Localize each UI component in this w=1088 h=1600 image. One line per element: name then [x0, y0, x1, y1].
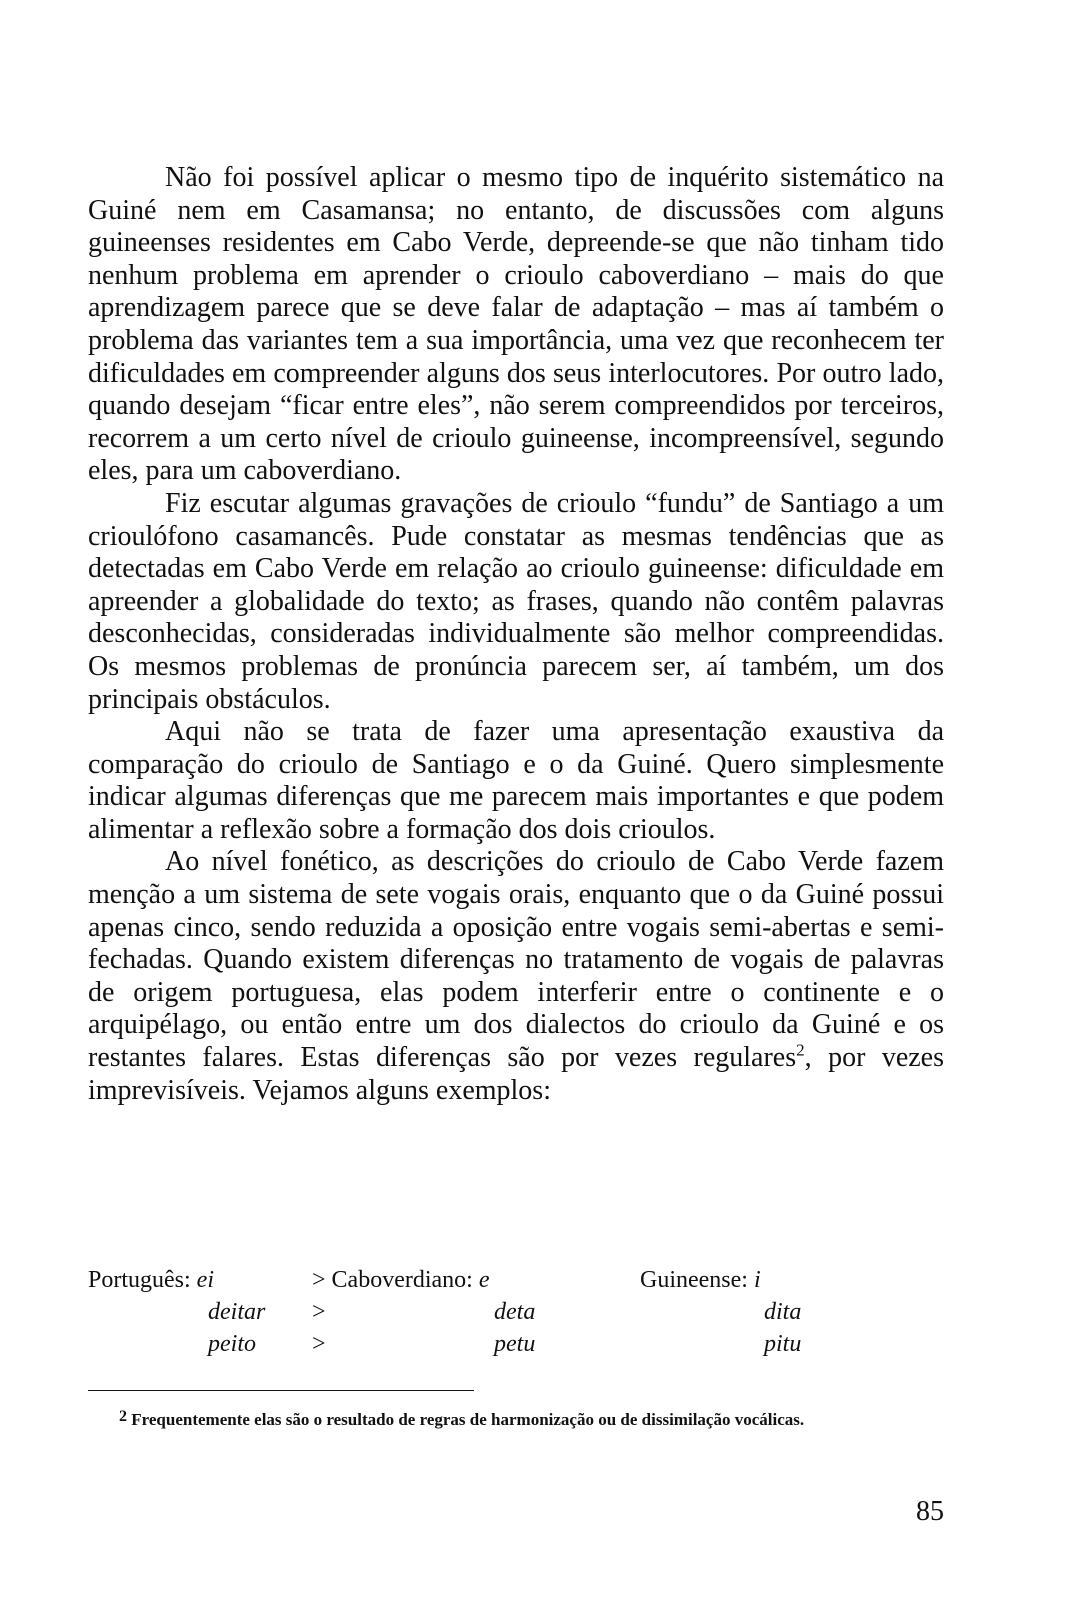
example-arrow: > [312, 1331, 326, 1357]
guineense-header [640, 1264, 761, 1296]
paragraph-2: Fiz escutar algumas gravações de crioulo “fundu” de Santiago a um crioulófono casamancês. Pude constatar as mesmas tendências que as detectadas em Cabo Verde em relação ao crioulo guineense: dificuldade em apreender a globalidade do texto; as frases, quando não contêm palavras desconhecidas, consideradas individualmente são melhor compreendidas. Os mesmos problemas de pronúncia parecem ser, aí também, um dos principais obstáculos. [88, 487, 944, 715]
footnote-divider [88, 1390, 474, 1391]
paragraph-4-text-after-note: , por vezes imprevisíveis. Vejamos alguns exemplos: [88, 1042, 944, 1106]
paragraph-1: Não foi possível aplicar o mesmo tipo de inquérito sistemático na Guiné nem em Casamansa; no entanto, de discussões com alguns guineenses residentes em Cabo Verde, depreende-se que não tinham tido nenhum problema em aprender o crioulo caboverdiano – mais do que aprendizagem parece que se deve falar de adaptação – mas aí também o problema das variantes tem a sua importância, uma vez que reconhecem ter dificuldades em compreender alguns dos seus interlocutores. Por outro lado, quando desejam “ficar entre eles”, não serem compreendidos por terceiros, recorrem a um certo nível de crioulo guineense, incompreensível, segundo eles, para um caboverdiano. [88, 162, 944, 487]
examples-table [88, 1264, 944, 1360]
example-row [88, 1328, 944, 1360]
example-guineense: dita [764, 1299, 802, 1325]
example-guineense: pitu [764, 1331, 802, 1357]
footnote-text: Frequentemente elas são o resultado de regras de harmonização ou de dissimilação vocálicas. [131, 1410, 805, 1429]
portugues-label: Português: [88, 1267, 191, 1293]
caboverdiano-header [312, 1264, 489, 1296]
footnote-reference: 2 [796, 1040, 805, 1060]
guineense-label: Guineense: [640, 1267, 748, 1293]
paragraph-4 [88, 846, 944, 1107]
example-caboverdiano: deta [494, 1299, 536, 1325]
footnote [88, 1408, 944, 1431]
caboverdiano-value: e [478, 1267, 490, 1293]
paragraph-4-text-before-note: Ao nível fonético, as descrições do crioulo de Cabo Verde fazem menção a um sistema de sete vogais orais, enquanto que o da Guiné possui apenas cinco, sendo reduzida a oposição entre vogais semi-abertas e semi-fechadas. Quando existem diferenças no tratamento de vogais de palavras de origem portuguesa, elas podem interferir entre o continente e o arquipélago, ou então entre um dos dialectos do crioulo da Guiné e os restantes falares. Estas diferenças são por vezes regulares [88, 846, 944, 1074]
footnote-marker: 2 [119, 1408, 127, 1425]
example-portugues: deitar [208, 1299, 266, 1325]
body-text [88, 162, 944, 1107]
examples-header-row [88, 1264, 944, 1296]
example-row [88, 1296, 944, 1328]
example-arrow: > [312, 1299, 326, 1325]
page-number: 85 [916, 1496, 944, 1527]
portugues-value: ei [196, 1267, 214, 1293]
example-portugues: peito [208, 1331, 256, 1357]
guineense-value: i [753, 1267, 761, 1293]
caboverdiano-label: > Caboverdiano: [312, 1267, 473, 1293]
paragraph-3: Aqui não se trata de fazer uma apresentação exaustiva da comparação do crioulo de Santiago e o da Guiné. Quero simplesmente indicar algumas diferenças que me parecem mais importantes e que podem alimentar a reflexão sobre a formação dos dois crioulos. [88, 716, 944, 845]
portugues-header [88, 1264, 214, 1296]
example-caboverdiano: petu [494, 1331, 536, 1357]
